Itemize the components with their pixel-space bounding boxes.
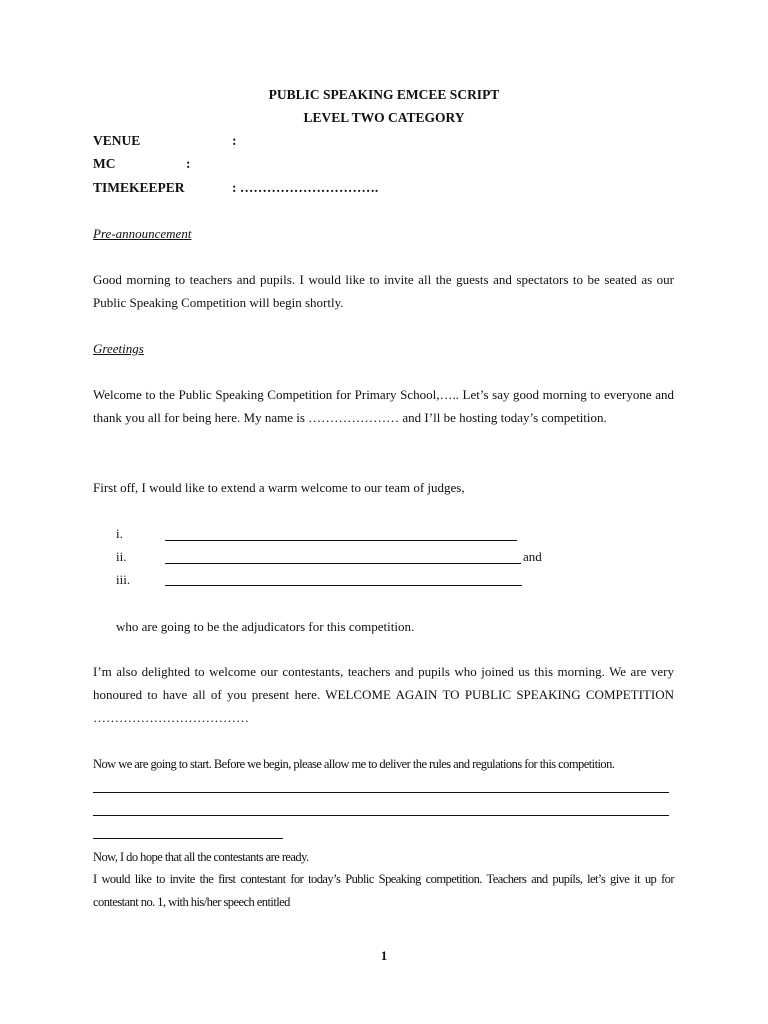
judge-number-1: i. xyxy=(116,526,123,541)
greetings-heading: Greetings xyxy=(93,341,144,356)
judges-outro: who are going to be the adjudicators for this competition. xyxy=(116,619,415,634)
judge-blank-1[interactable] xyxy=(165,540,517,541)
rules-text: Now we are going to start. Before we begin, please allow me to deliver the rules and regulations for this competition. xyxy=(93,757,615,771)
judge-blank-2[interactable] xyxy=(165,563,521,564)
judge-and-word: and xyxy=(523,549,542,564)
page-title: PUBLIC SPEAKING EMCEE SCRIPT xyxy=(268,87,500,102)
greetings-text: Welcome to the Public Speaking Competition for Primary School,….. Let’s say good morning to everyone and thank you all for being here. My name is ………………… and I’ll be hosting today’s competition. xyxy=(93,387,674,425)
rules-blank-line-3[interactable] xyxy=(93,838,283,839)
rules-blank-line-2[interactable] xyxy=(93,815,669,816)
welcome-text: I’m also delighted to welcome our contestants, teachers and pupils who joined us this morning. We are very honoured to have all of you present here. WELCOME AGAIN TO PUBLIC SPEAKING COMPETITION ……………………………… xyxy=(93,664,674,725)
mc-value: : xyxy=(186,156,191,171)
contestants-ready-text: Now, I do hope that all the contestants are ready. xyxy=(93,850,309,864)
pre-announcement-text: Good morning to teachers and pupils. I would like to invite all the guests and spectators to be seated as our Public Speaking Competition will begin shortly. xyxy=(93,272,674,310)
judges-intro: First off, I would like to extend a warm welcome to our team of judges, xyxy=(93,480,465,495)
first-contestant-text: I would like to invite the first contestant for today’s Public Speaking competition. Teachers and pupils, let’s give it up for contestant no. 1, with his/her speech entitled xyxy=(93,872,674,909)
pre-announcement-heading: Pre-announcement xyxy=(93,226,192,241)
judge-number-2: ii. xyxy=(116,549,127,564)
venue-value: : xyxy=(232,133,237,148)
judge-number-3: iii. xyxy=(116,572,131,587)
venue-label: VENUE xyxy=(93,133,141,148)
mc-label: MC xyxy=(93,156,116,171)
page-subtitle: LEVEL TWO CATEGORY xyxy=(303,110,465,125)
rules-blank-line-1[interactable] xyxy=(93,792,669,793)
judge-blank-3[interactable] xyxy=(165,585,522,586)
timekeeper-value: : …………………………. xyxy=(232,180,379,195)
timekeeper-label: TIMEKEEPER xyxy=(93,180,185,195)
page-number: 1 xyxy=(380,948,388,963)
